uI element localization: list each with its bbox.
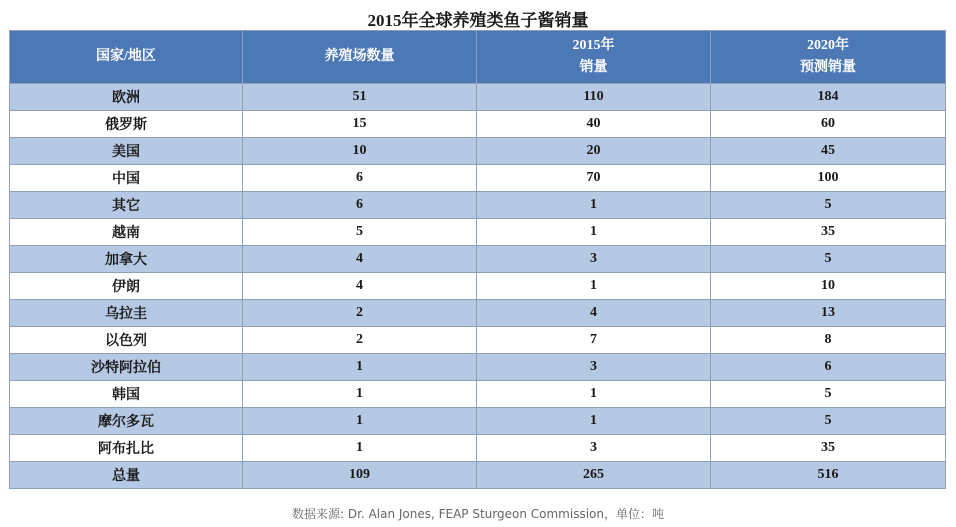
table-cell-farms: 1 bbox=[243, 354, 477, 381]
table-cell-region: 阿布扎比 bbox=[10, 435, 243, 462]
header-line: 预测销量 bbox=[800, 60, 856, 75]
header-line: 2020年 bbox=[807, 38, 849, 53]
table-cell-forecast-2020: 8 bbox=[711, 327, 946, 354]
table-row bbox=[10, 246, 946, 273]
table-cell-sales-2015: 1 bbox=[477, 219, 711, 246]
table-cell-region: 乌拉圭 bbox=[10, 300, 243, 327]
table-cell-sales-2015: 3 bbox=[477, 354, 711, 381]
column-header-forecast-2020 bbox=[711, 31, 946, 84]
total-table-cell-farms: 109 bbox=[243, 462, 477, 489]
table-row bbox=[10, 84, 946, 111]
table-cell-sales-2015: 3 bbox=[477, 435, 711, 462]
table-cell-forecast-2020: 5 bbox=[711, 246, 946, 273]
total-row bbox=[10, 462, 946, 489]
table-cell-region: 俄罗斯 bbox=[10, 111, 243, 138]
table-cell-farms: 1 bbox=[243, 435, 477, 462]
total-table-cell-region: 总量 bbox=[10, 462, 243, 489]
table-cell-farms: 6 bbox=[243, 192, 477, 219]
table-cell-sales-2015: 40 bbox=[477, 111, 711, 138]
table-cell-forecast-2020: 5 bbox=[711, 192, 946, 219]
table-cell-forecast-2020: 184 bbox=[711, 84, 946, 111]
header-line: 养殖场数量 bbox=[324, 49, 395, 64]
table-row bbox=[10, 219, 946, 246]
table-cell-farms: 2 bbox=[243, 327, 477, 354]
table-cell-region: 沙特阿拉伯 bbox=[10, 354, 243, 381]
table-cell-region: 越南 bbox=[10, 219, 243, 246]
table-cell-forecast-2020: 35 bbox=[711, 219, 946, 246]
table-cell-region: 韩国 bbox=[10, 381, 243, 408]
total-table-cell-sales-2015: 265 bbox=[477, 462, 711, 489]
total-table-cell-forecast-2020: 516 bbox=[711, 462, 946, 489]
table-cell-sales-2015: 20 bbox=[477, 138, 711, 165]
column-header-region bbox=[10, 31, 243, 84]
table-row bbox=[10, 273, 946, 300]
table-cell-region: 其它 bbox=[10, 192, 243, 219]
table-cell-sales-2015: 110 bbox=[477, 84, 711, 111]
table-cell-farms: 2 bbox=[243, 300, 477, 327]
table-cell-sales-2015: 1 bbox=[477, 381, 711, 408]
table-cell-sales-2015: 70 bbox=[477, 165, 711, 192]
table-row bbox=[10, 138, 946, 165]
table-cell-sales-2015: 7 bbox=[477, 327, 711, 354]
table-cell-sales-2015: 1 bbox=[477, 408, 711, 435]
table-cell-sales-2015: 1 bbox=[477, 273, 711, 300]
table-cell-forecast-2020: 5 bbox=[711, 408, 946, 435]
table-cell-region: 摩尔多瓦 bbox=[10, 408, 243, 435]
source-note: 数据来源: Dr. Alan Jones, FEAP Sturgeon Commission，单位：吨 bbox=[291, 507, 664, 521]
table-cell-forecast-2020: 100 bbox=[711, 165, 946, 192]
table-cell-sales-2015: 4 bbox=[477, 300, 711, 327]
header-line: 国家/地区 bbox=[96, 49, 156, 64]
table-header bbox=[10, 31, 946, 84]
table-cell-region: 中国 bbox=[10, 165, 243, 192]
table-row bbox=[10, 381, 946, 408]
caviar-sales-table bbox=[9, 30, 946, 489]
column-header-sales-2015 bbox=[477, 31, 711, 84]
table-cell-farms: 1 bbox=[243, 381, 477, 408]
table-cell-region: 以色列 bbox=[10, 327, 243, 354]
header-row bbox=[10, 31, 946, 84]
table-cell-sales-2015: 3 bbox=[477, 246, 711, 273]
table-cell-forecast-2020: 5 bbox=[711, 381, 946, 408]
table-cell-region: 加拿大 bbox=[10, 246, 243, 273]
table-cell-forecast-2020: 60 bbox=[711, 111, 946, 138]
table-cell-region: 伊朗 bbox=[10, 273, 243, 300]
table-row bbox=[10, 165, 946, 192]
table-body bbox=[10, 84, 946, 489]
table-cell-farms: 4 bbox=[243, 246, 477, 273]
table-row bbox=[10, 192, 946, 219]
table-cell-region: 美国 bbox=[10, 138, 243, 165]
table-cell-forecast-2020: 6 bbox=[711, 354, 946, 381]
table-row bbox=[10, 327, 946, 354]
header-line: 销量 bbox=[579, 60, 608, 75]
table-cell-farms: 10 bbox=[243, 138, 477, 165]
table-cell-forecast-2020: 13 bbox=[711, 300, 946, 327]
header-line: 2015年 bbox=[572, 38, 615, 53]
table-cell-farms: 15 bbox=[243, 111, 477, 138]
table-row bbox=[10, 354, 946, 381]
table-cell-farms: 4 bbox=[243, 273, 477, 300]
table-cell-forecast-2020: 10 bbox=[711, 273, 946, 300]
table-row bbox=[10, 300, 946, 327]
table-row bbox=[10, 111, 946, 138]
table-row bbox=[10, 408, 946, 435]
chart-title: 2015年全球养殖类鱼子酱销量 bbox=[367, 11, 589, 30]
table-row bbox=[10, 435, 946, 462]
table-cell-forecast-2020: 45 bbox=[711, 138, 946, 165]
table-cell-farms: 51 bbox=[243, 84, 477, 111]
table-cell-farms: 5 bbox=[243, 219, 477, 246]
table-cell-region: 欧洲 bbox=[10, 84, 243, 111]
column-header-farms bbox=[243, 31, 477, 84]
table-cell-sales-2015: 1 bbox=[477, 192, 711, 219]
table-cell-farms: 6 bbox=[243, 165, 477, 192]
table-cell-forecast-2020: 35 bbox=[711, 435, 946, 462]
table-cell-farms: 1 bbox=[243, 408, 477, 435]
